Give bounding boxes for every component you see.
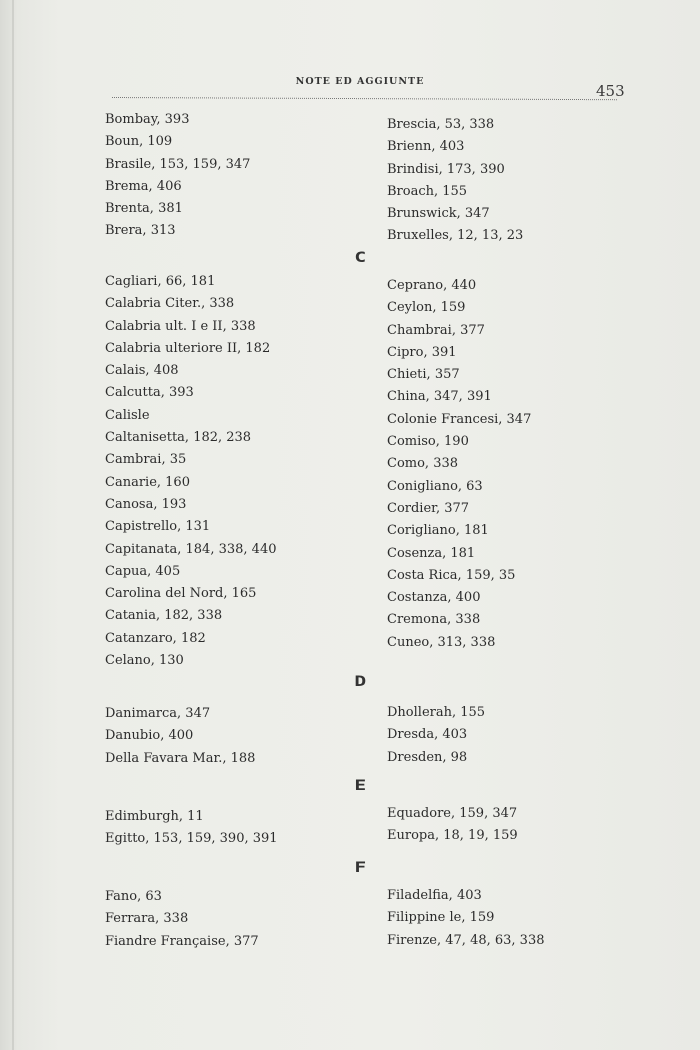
index-entry: Danubio, 400	[105, 728, 194, 744]
section-letter-c: C	[354, 250, 367, 266]
index-entry: Ceylon, 159	[387, 300, 466, 316]
index-entry: Calabria Citer., 338	[105, 296, 235, 312]
section-e-right-column	[387, 803, 518, 848]
index-entry: Europa, 18, 19, 159	[387, 828, 518, 844]
index-entry: Boun, 109	[105, 134, 173, 150]
index-entry: Costanza, 400	[387, 590, 481, 606]
index-entry: Broach, 155	[387, 183, 468, 199]
index-entry: Dresden, 98	[387, 749, 468, 765]
section-c-left-column	[105, 271, 276, 672]
section-d-right-column	[387, 702, 485, 769]
index-entry: Calcutta, 393	[105, 385, 194, 401]
index-entry: Capistrello, 131	[105, 519, 211, 535]
index-entry: Fano, 63	[105, 889, 162, 904]
index-entry: Cagliari, 66, 181	[105, 274, 216, 289]
index-entry: Filadelfia, 403	[387, 888, 482, 903]
section-letter-e: E	[354, 778, 367, 794]
index-entry: Brasile, 153, 159, 347	[105, 156, 251, 172]
index-entry: Cordier, 377	[387, 500, 470, 516]
index-entry: Ceprano, 440	[387, 278, 477, 293]
index-entry: Della Favara Mar., 188	[105, 750, 256, 766]
index-entry: Como, 338	[387, 456, 459, 472]
index-entry: Capitanata, 184, 338, 440	[105, 541, 277, 557]
index-entry: Catania, 182, 338	[105, 608, 223, 624]
index-entry: Capua, 405	[105, 563, 181, 579]
index-entry: Canarie, 160	[105, 474, 190, 490]
index-entry: Canosa, 193	[105, 496, 187, 512]
index-entry: Corigliano, 181	[387, 523, 489, 539]
index-entry: Equadore, 159, 347	[387, 806, 518, 821]
section-c-right-column	[387, 275, 531, 654]
section-e-left-column	[105, 806, 278, 851]
index-entry: Filippine le, 159	[387, 910, 495, 926]
index-entry: Caltanisetta, 182, 238	[105, 430, 252, 446]
index-entry: Bombay, 393	[105, 112, 190, 127]
index-entry: Calabria ult. I e II, 338	[105, 318, 256, 334]
index-entry: Cosenza, 181	[387, 545, 476, 561]
index-entry: Catanzaro, 182	[105, 630, 206, 646]
index-entry: Ferrara, 338	[105, 911, 189, 927]
index-entry: Costa Rica, 159, 35	[387, 567, 516, 583]
section-letter-d: D	[354, 674, 367, 690]
section-f-right-column	[387, 885, 545, 952]
index-entry: Dresda, 403	[387, 727, 468, 743]
index-entry: Calabria ulteriore II, 182	[105, 340, 271, 356]
index-entry: Firenze, 47, 48, 63, 338	[387, 932, 545, 948]
index-entry: China, 347, 391	[387, 389, 492, 405]
section-letter-f: F	[354, 860, 367, 876]
section-b-left-column	[105, 109, 250, 243]
index-entry: Colonie Francesi, 347	[387, 411, 532, 427]
index-entry: Brera, 313	[105, 223, 176, 239]
index-entry: Brescia, 53, 338	[387, 117, 495, 132]
index-entry: Bruxelles, 12, 13, 23	[387, 228, 524, 244]
page-number: 453	[596, 82, 625, 100]
index-entry: Comiso, 190	[387, 434, 469, 450]
index-entry: Brienn, 403	[387, 139, 465, 155]
index-entry: Brenta, 381	[105, 201, 183, 217]
index-entry: Calisle	[105, 407, 150, 423]
section-b-right-column	[387, 114, 523, 248]
index-entry: Calais, 408	[105, 363, 179, 379]
index-entry: Celano, 130	[105, 653, 184, 669]
index-entry: Brindisi, 173, 390	[387, 161, 505, 177]
index-entry: Edimburgh, 11	[105, 809, 204, 824]
running-header	[0, 76, 700, 87]
index-entry: Dhollerah, 155	[387, 705, 486, 720]
index-entry: Cipro, 391	[387, 344, 457, 360]
index-entry: Cremona, 338	[387, 612, 481, 628]
index-entry: Fiandre Française, 377	[105, 933, 259, 949]
index-entry: Danimarca, 347	[105, 706, 211, 721]
index-entry: Egitto, 153, 159, 390, 391	[105, 831, 278, 847]
index-entry: Carolina del Nord, 165	[105, 586, 257, 602]
index-entry: Cuneo, 313, 338	[387, 634, 496, 650]
section-d-left-column	[105, 703, 255, 770]
index-entry: Cambrai, 35	[105, 452, 187, 468]
binding-fold	[12, 0, 14, 1050]
index-entry: Brema, 406	[105, 178, 182, 194]
section-f-left-column	[105, 886, 259, 953]
running-title: NOTE ED AGGIUNTE	[295, 76, 425, 87]
index-entry: Conigliano, 63	[387, 478, 483, 494]
index-entry: Brunswick, 347	[387, 206, 490, 222]
index-entry: Chieti, 357	[387, 367, 460, 383]
index-entry: Chambrai, 377	[387, 322, 485, 338]
